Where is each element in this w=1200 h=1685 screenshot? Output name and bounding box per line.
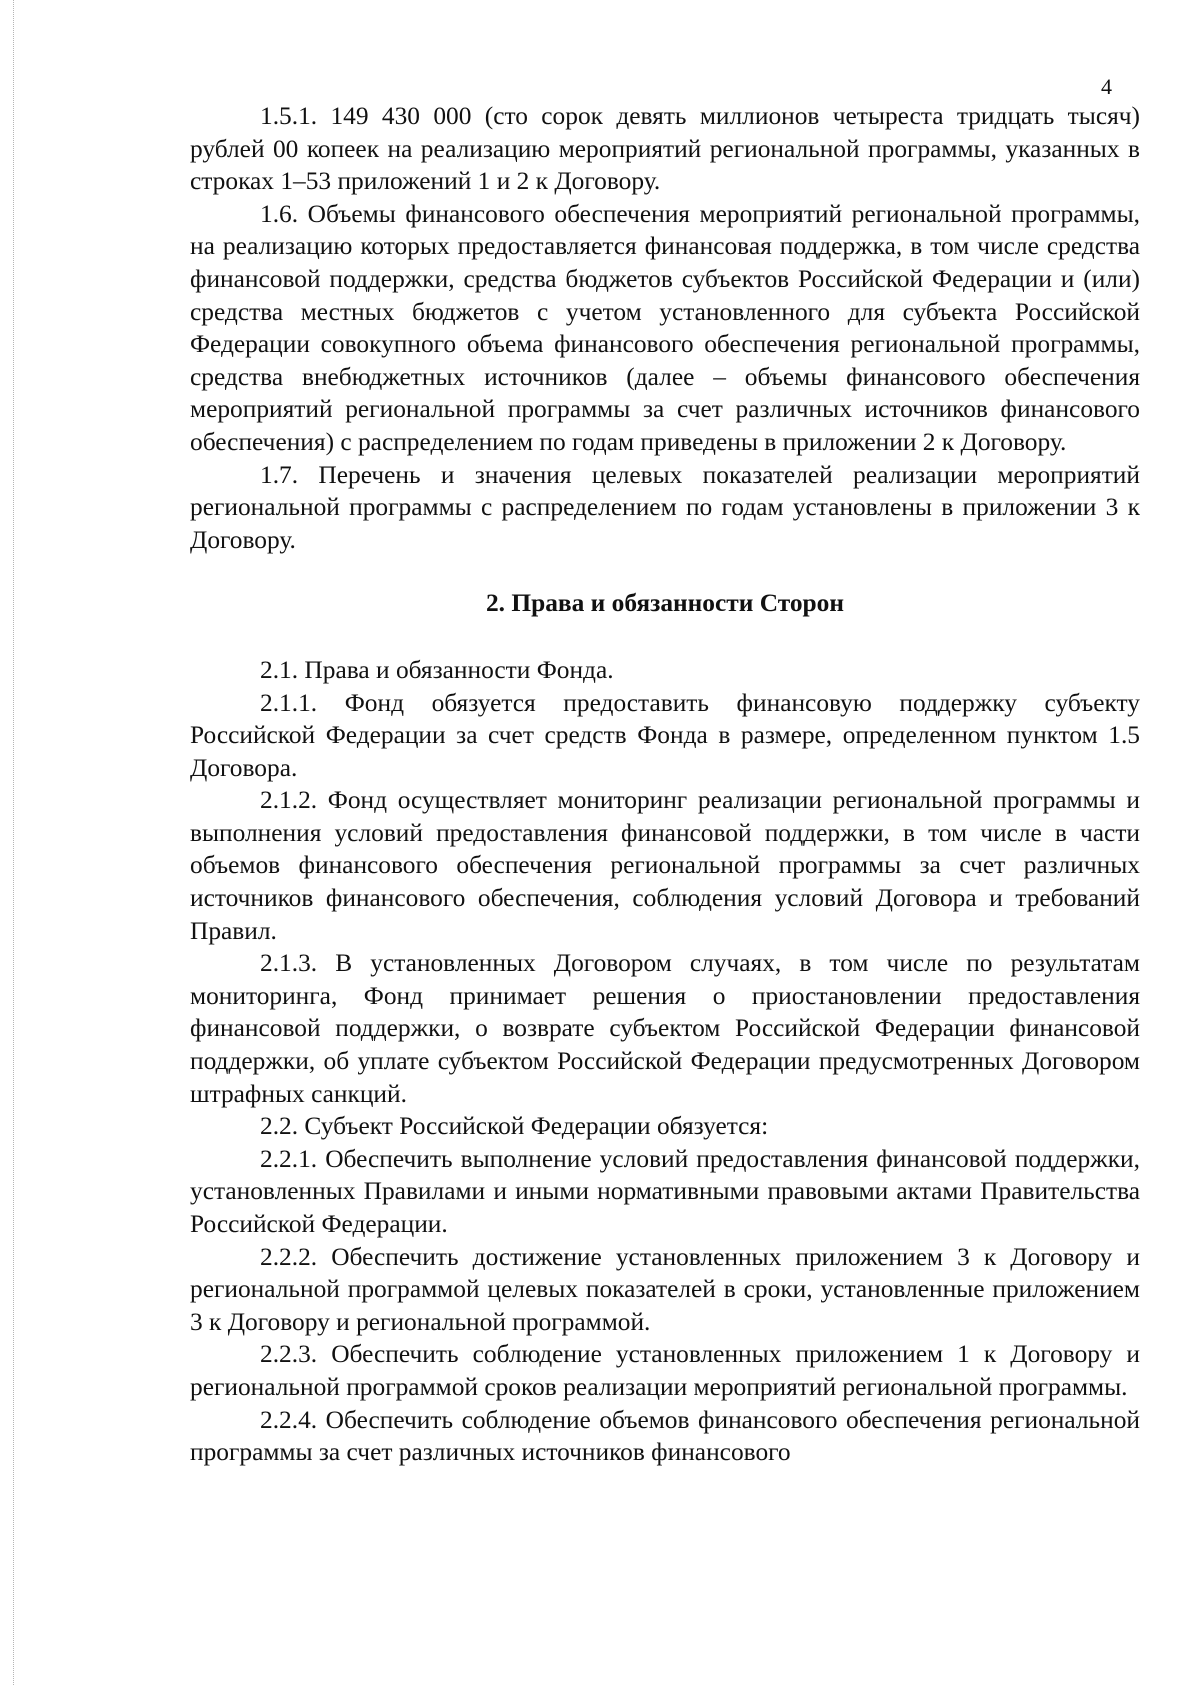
paragraph-2-2: 2.2. Субъект Российской Федерации обязуется: [260,1112,769,1141]
paragraph-1-6: 1.6. Объемы финансового обеспечения мероприятий региональной программы, на реализацию которых предоставляется финансовая поддержка, в том числе средства финансовой поддержки, средства бюджетов субъектов Российской Федерации и (или) средства местных бюджетов с учетом установленного для субъекта Российской Федерации совокупного объема финансового обеспечения региональной программы, средства внебюджетных источников (далее – объемы финансового обеспечения мероприятий региональной программы за счет различных источников финансового обеспечения) с распределением по годам приведены в приложении 2 к Договору. [190,199,1140,456]
paragraph-2-2-3: 2.2.3. Обеспечить соблюдение установленных приложением 1 к Договору и региональной программой сроков реализации мероприятий региональной программы. [190,1340,1140,1401]
paragraph-2-2-2: 2.2.2. Обеспечить достижение установленных приложением 3 к Договору и региональной программой целевых показателей в сроки, установленные приложением 3 к Договору и региональной программой. [190,1242,1140,1336]
paragraph-2-2-1: 2.2.1. Обеспечить выполнение условий предоставления финансовой поддержки, установленных Правилами и иными нормативными правовыми актами Правительства Российской Федерации. [190,1144,1140,1238]
scan-edge-line [13,0,14,1685]
paragraph-2-2-4: 2.2.4. Обеспечить соблюдение объемов финансового обеспечения региональной программы за счет различных источников финансового [190,1405,1140,1467]
paragraph-1-7: 1.7. Перечень и значения целевых показателей реализации мероприятий региональной программы с распределением по годам установлены в приложении 3 к Договору. [190,460,1140,554]
paragraph-2-1-3: 2.1.3. В установленных Договором случаях, в том числе по результатам мониторинга, Фонд принимает решения о приостановлении предоставления финансовой поддержки, о возврате субъектом Российской Федерации финансовой поддержки, об уплате субъектом Российской Федерации предусмотренных Договором штрафных санкций. [190,949,1140,1108]
page-number: 4 [1101,74,1112,99]
paragraph-1-5-1: 1.5.1. 149 430 000 (сто сорок девять миллионов четыреста тридцать тысяч) рублей 00 копеек на реализацию мероприятий региональной программы, указанных в строках 1–53 приложений 1 и 2 к Договору. [190,102,1140,196]
paragraph-2-1-2: 2.1.2. Фонд осуществляет мониторинг реализации региональной программы и выполнения условий предоставления финансовой поддержки, в том числе в части объемов финансового обеспечения региональной программы за счет различных источников финансового обеспечения, соблюдения условий Договора и требований Правил. [190,786,1140,945]
section-heading: 2. Права и обязанности Сторон [485,589,845,618]
document-body [190,100,1140,1469]
paragraph-2-1-1: 2.1.1. Фонд обязуется предоставить финансовую поддержку субъекту Российской Федерации за счет средств Фонда в размере, определенном пунктом 1.5 Договора. [190,688,1140,782]
paragraph-2-1: 2.1. Права и обязанности Фонда. [260,655,614,684]
